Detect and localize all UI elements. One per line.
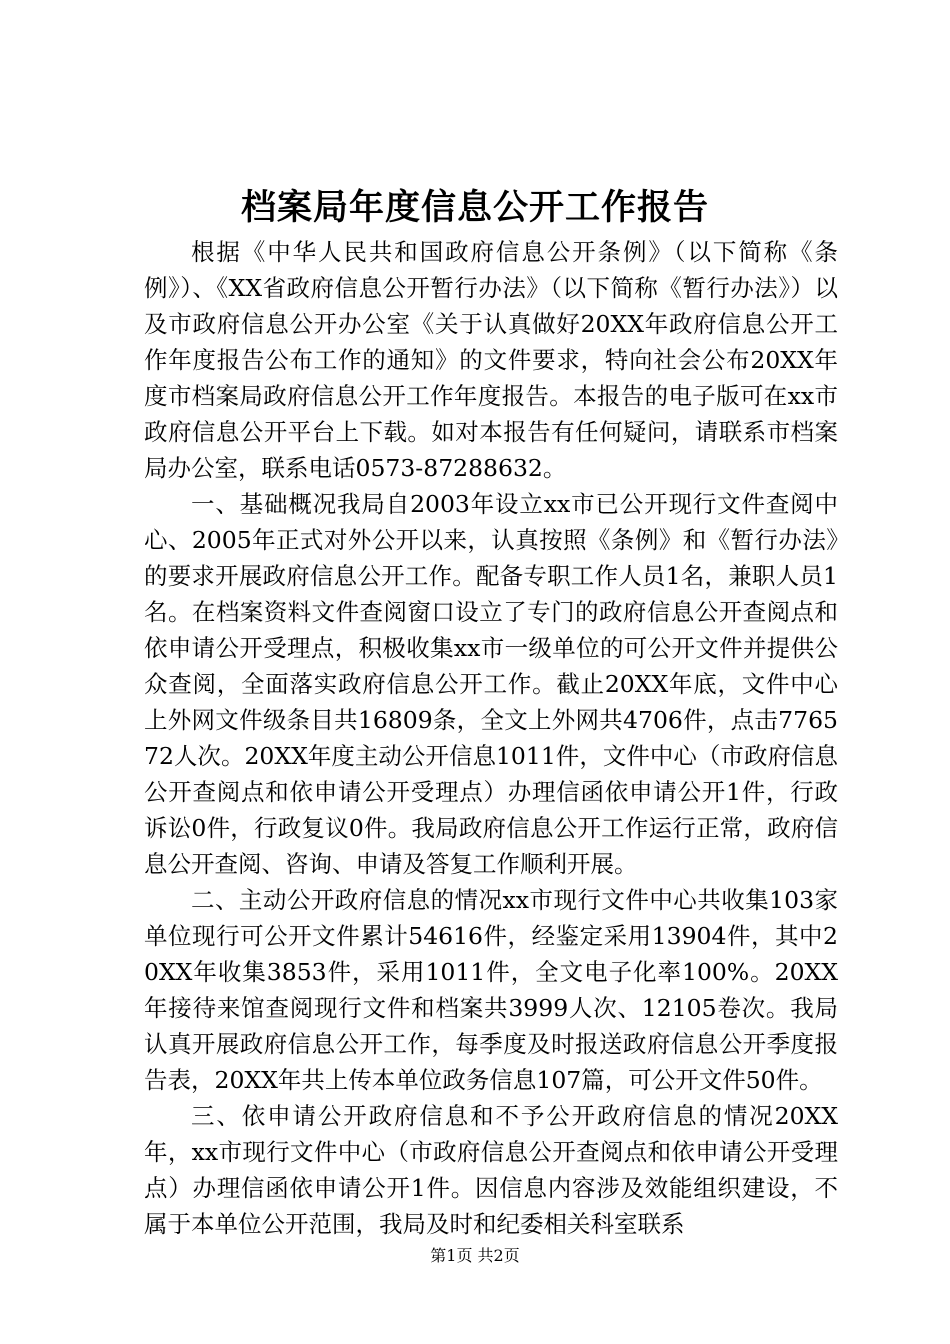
paragraph-intro: 根据《中华人民共和国政府信息公开条例》（以下简称《条例》）、《XX省政府信息公开暂行办法》（以下简称《暂行办法》）以及市政府信息公开办公室《关于认真做好20XX年政府信息公开工作年度报告公布工作的通知》的文件要求，特向社会公布20XX年度市档案局政府信息公开工作年度报告。本报告的电子版可在xx市政府信息公开平台上下载。如对本报告有任何疑问，请联系市档案局办公室，联系电话0573-87288632。 (144, 238, 838, 482)
page-title: 档案局年度信息公开工作报告 (240, 187, 709, 228)
paragraph-section-1: 一、基础概况我局自2003年设立xx市已公开现行文件查阅中心、2005年正式对外公开以来，认真按照《条例》和《暂行办法》的要求开展政府信息公开工作。配备专职工作人员1名，兼职人员1名。在档案资料文件查阅窗口设立了专门的政府信息公开查阅点和依申请公开受理点，积极收集xx市一级单位的可公开文件并提供公众查阅，全面落实政府信息公开工作。截止20XX年底，文件中心上外网文件级条目共16809条，全文上外网共4706件，点击776572人次。20XX年度主动公开信息1011件，文件中心（市政府信息公开查阅点和依申请公开受理点）办理信函依申请公开1件，行政诉讼0件，行政复议0件。我局政府信息公开工作运行正常，政府信息公开查阅、咨询、申请及答复工作顺利开展。 (144, 490, 838, 878)
document-body (144, 234, 838, 1242)
paragraph-section-2: 二、主动公开政府信息的情况xx市现行文件中心共收集103家单位现行可公开文件累计54616件，经鉴定采用13904件，其中20XX年收集3853件，采用1011件，全文电子化率100%。20XX年接待来馆查阅现行文件和档案共3999人次、12105卷次。我局认真开展政府信息公开工作，每季度及时报送政府信息公开季度报告表，20XX年共上传本单位政务信息107篇，可公开文件50件。 (144, 886, 838, 1094)
page-footer: 第1页 共2页 (430, 1246, 520, 1265)
paragraph-section-3: 三、依申请公开政府信息和不予公开政府信息的情况20XX年，xx市现行文件中心（市政府信息公开查阅点和依申请公开受理点）办理信函依申请公开1件。因信息内容涉及效能组织建设，不属于本单位公开范围，我局及时和纪委相关科室联系 (144, 1102, 838, 1238)
